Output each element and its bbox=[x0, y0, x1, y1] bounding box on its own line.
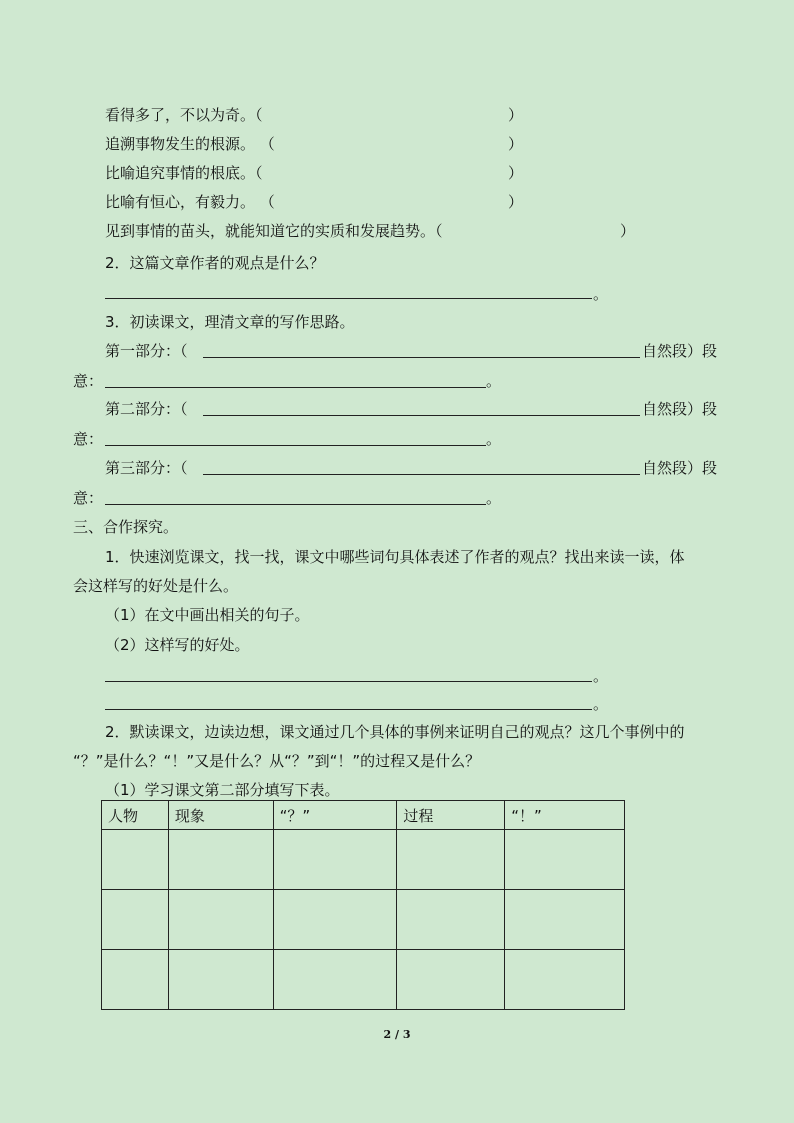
table-cell[interactable] bbox=[168, 830, 273, 890]
table-cell[interactable] bbox=[273, 890, 397, 950]
vocab-definition: 追溯事物发生的根源。 （ bbox=[105, 135, 275, 153]
vocab-close-3: ） bbox=[508, 164, 524, 182]
vocab-close-5: ） bbox=[620, 222, 636, 240]
table-row bbox=[102, 950, 625, 1010]
part-3-label: 第三部分：（ bbox=[105, 459, 188, 477]
question-3: 3．初读课文，理清文章的写作思路。 bbox=[105, 313, 355, 331]
question-2: 2．这篇文章作者的观点是什么？ bbox=[105, 254, 325, 272]
answer-blank-q2[interactable] bbox=[105, 298, 592, 299]
s3-q1-sub2: （2）这样写的好处。 bbox=[105, 636, 250, 654]
part-3-paragraph-blank[interactable] bbox=[203, 474, 640, 475]
part-1-cont: 意： bbox=[73, 372, 104, 390]
part-1-end: 。 bbox=[486, 372, 502, 390]
vocab-line-3 bbox=[105, 164, 263, 182]
vocab-close-2: ） bbox=[508, 135, 524, 153]
table-cell[interactable] bbox=[505, 830, 625, 890]
vocab-close-4: ） bbox=[508, 193, 524, 211]
s3-q1-line2: 会这样写的好处是什么。 bbox=[73, 577, 239, 595]
header-question: “？” bbox=[273, 801, 397, 830]
vocab-line-1 bbox=[105, 106, 263, 124]
table-cell[interactable] bbox=[505, 950, 625, 1010]
table-header-row bbox=[102, 801, 625, 830]
header-exclamation: “！” bbox=[505, 801, 625, 830]
header-process: 过程 bbox=[397, 801, 505, 830]
table-cell[interactable] bbox=[273, 950, 397, 1010]
part-1-label: 第一部分：（ bbox=[105, 342, 188, 360]
header-person: 人物 bbox=[102, 801, 169, 830]
header-phenomenon: 现象 bbox=[168, 801, 273, 830]
answer-end-q2: 。 bbox=[593, 285, 609, 303]
part-3-suffix: 自然段）段 bbox=[642, 459, 718, 477]
part-2-meaning-blank[interactable] bbox=[105, 445, 486, 446]
s3-q1-blank-1-end: 。 bbox=[593, 667, 609, 685]
part-1-suffix: 自然段）段 bbox=[642, 342, 718, 360]
table-cell[interactable] bbox=[102, 950, 169, 1010]
s3-q2-sub1: （1）学习课文第二部分填写下表。 bbox=[105, 781, 340, 799]
part-2-suffix: 自然段）段 bbox=[642, 400, 718, 418]
s3-q2-line2: “？”是什么？“！”又是什么？从“？”到“！”的过程又是什么？ bbox=[73, 752, 481, 770]
s3-q2-line1: 2．默读课文，边读边想，课文通过几个具体的事例来证明自己的观点？这几个事例中的 bbox=[105, 723, 685, 741]
table-cell[interactable] bbox=[505, 890, 625, 950]
s3-q1-blank-2[interactable] bbox=[105, 709, 592, 710]
table-cell[interactable] bbox=[397, 890, 505, 950]
part-2-cont: 意： bbox=[73, 430, 104, 448]
s3-q1-blank-2-end: 。 bbox=[593, 695, 609, 713]
s3-q1-line1: 1．快速浏览课文，找一找，课文中哪些词句具体表述了作者的观点？找出来读一读，体 bbox=[105, 548, 685, 566]
table-cell[interactable] bbox=[273, 830, 397, 890]
vocab-definition: 看得多了，不以为奇。（ bbox=[105, 106, 263, 124]
vocab-line-2 bbox=[105, 135, 275, 153]
part-3-meaning-blank[interactable] bbox=[105, 504, 486, 505]
part-1-meaning-blank[interactable] bbox=[105, 387, 486, 388]
table-cell[interactable] bbox=[397, 830, 505, 890]
table-cell[interactable] bbox=[168, 950, 273, 1010]
table-cell[interactable] bbox=[168, 890, 273, 950]
part-2-end: 。 bbox=[486, 430, 502, 448]
fill-in-table bbox=[101, 800, 625, 1010]
table-cell[interactable] bbox=[397, 950, 505, 1010]
vocab-line-4 bbox=[105, 193, 275, 211]
page-number: 2 / 3 bbox=[383, 1028, 411, 1041]
part-3-end: 。 bbox=[486, 489, 502, 507]
vocab-definition: 比喻追究事情的根底。（ bbox=[105, 164, 263, 182]
table-cell[interactable] bbox=[102, 830, 169, 890]
table-row bbox=[102, 890, 625, 950]
part-2-paragraph-blank[interactable] bbox=[203, 415, 640, 416]
vocab-definition: 比喻有恒心，有毅力。 （ bbox=[105, 193, 275, 211]
s3-q1-sub1: （1）在文中画出相关的句子。 bbox=[105, 606, 310, 624]
section-3-title: 三、合作探究。 bbox=[73, 518, 179, 536]
part-1-paragraph-blank[interactable] bbox=[203, 357, 640, 358]
vocab-close-1: ） bbox=[508, 106, 524, 124]
table-cell[interactable] bbox=[102, 890, 169, 950]
s3-q1-blank-1[interactable] bbox=[105, 681, 592, 682]
vocab-definition: 见到事情的苗头，就能知道它的实质和发展趋势。（ bbox=[105, 222, 443, 240]
table-row bbox=[102, 830, 625, 890]
part-3-cont: 意： bbox=[73, 489, 104, 507]
part-2-label: 第二部分：（ bbox=[105, 400, 188, 418]
vocab-line-5 bbox=[105, 222, 443, 240]
